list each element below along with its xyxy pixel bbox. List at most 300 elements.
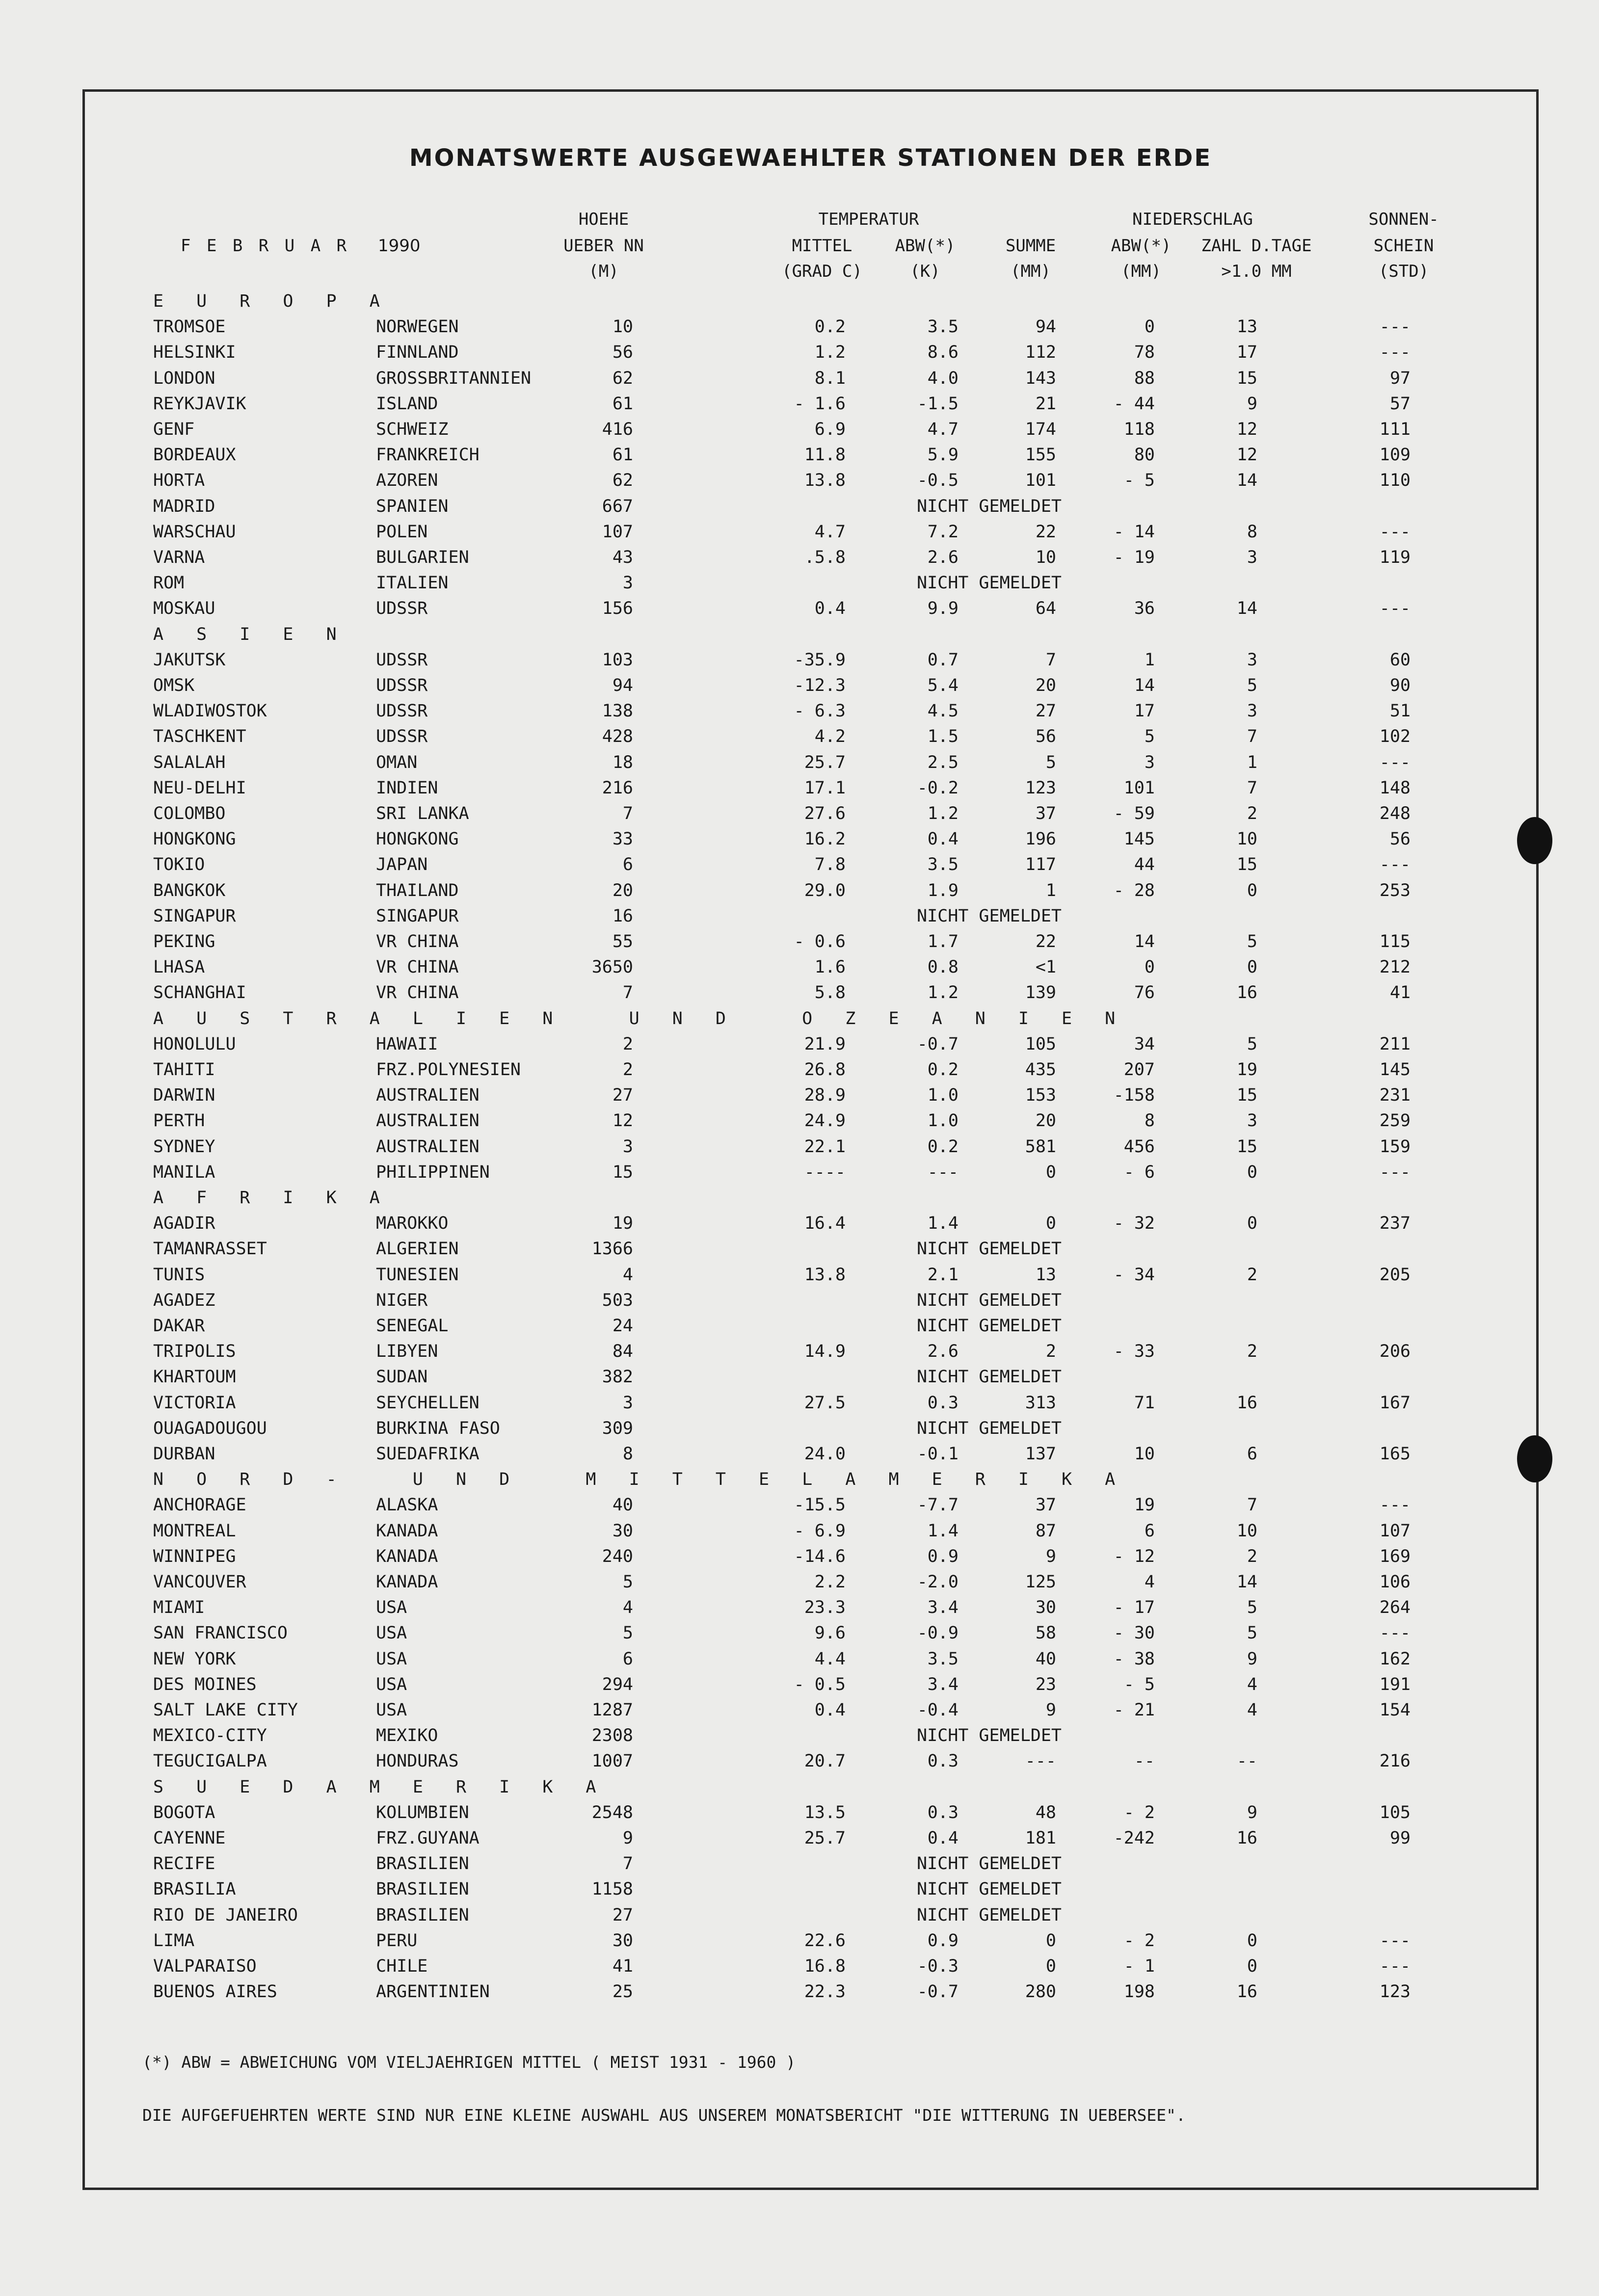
country: UDSSR <box>376 676 428 695</box>
sunshine-hours: --- <box>1379 599 1411 619</box>
precip-days: 14 <box>1236 1572 1257 1592</box>
header-mittel-1: MITTEL <box>792 236 853 256</box>
table-row <box>0 1599 1599 1625</box>
precip-deviation: 88 <box>1134 368 1155 388</box>
precip-sum: 153 <box>1025 1085 1056 1106</box>
altitude: 84 <box>612 1342 633 1362</box>
temp-deviation: 0.2 <box>927 1136 959 1157</box>
precip-days: 2 <box>1247 1546 1257 1566</box>
station-name: LIMA <box>153 1930 195 1951</box>
station-name: TUNIS <box>153 1265 205 1285</box>
precip-days: 10 <box>1236 829 1257 849</box>
altitude: 55 <box>612 932 633 951</box>
station-name: TROMSOE <box>153 317 226 337</box>
table-row <box>0 1343 1599 1369</box>
altitude: 667 <box>602 496 633 516</box>
temp-deviation: 0.2 <box>927 1060 959 1080</box>
temp-mean: 11.8 <box>804 445 846 465</box>
station-name: PERTH <box>153 1111 205 1131</box>
temp-mean: .5.8 <box>804 548 846 567</box>
country: AUSTRALIEN <box>376 1111 480 1131</box>
country: AUSTRALIEN <box>376 1136 480 1157</box>
country: UDSSR <box>376 701 428 721</box>
precip-sum: 13 <box>1035 1265 1056 1285</box>
altitude: 19 <box>612 1214 633 1234</box>
temp-deviation: 2.6 <box>927 548 959 567</box>
precip-deviation: - 2 <box>1123 1802 1155 1822</box>
table-row <box>0 1395 1599 1420</box>
altitude: 20 <box>612 880 633 900</box>
precip-days: 0 <box>1247 1930 1257 1951</box>
precip-sum: 9 <box>1045 1700 1056 1720</box>
header-sonne-3: (STD) <box>1378 262 1429 281</box>
altitude: 1287 <box>591 1700 633 1720</box>
table-row <box>0 370 1599 396</box>
precip-deviation: 0 <box>1144 317 1155 337</box>
table-row <box>0 1369 1599 1394</box>
country: FRANKREICH <box>376 445 480 465</box>
station-name: TEGUCIGALPA <box>153 1751 267 1771</box>
sunshine-hours: 110 <box>1379 471 1411 491</box>
sunshine-hours: 123 <box>1379 1982 1411 2002</box>
temp-mean: - 1.6 <box>794 394 846 414</box>
table-row <box>0 1855 1599 1881</box>
country: SEYCHELLEN <box>376 1393 480 1413</box>
precip-sum: 313 <box>1025 1393 1056 1413</box>
sunshine-hours: 191 <box>1379 1674 1411 1694</box>
precip-deviation: 78 <box>1134 343 1155 363</box>
altitude: 4 <box>622 1265 633 1285</box>
altitude: 15 <box>612 1162 633 1182</box>
station-name: BANGKOK <box>153 880 226 900</box>
station-name: SALALAH <box>153 752 226 772</box>
precip-deviation: 14 <box>1134 676 1155 695</box>
precip-days: 2 <box>1247 804 1257 823</box>
altitude: 40 <box>612 1495 633 1515</box>
country: ALASKA <box>376 1495 438 1515</box>
country: INDIEN <box>376 778 438 798</box>
table-row <box>0 728 1599 754</box>
altitude: 503 <box>602 1290 633 1310</box>
precip-days: 16 <box>1236 1828 1257 1848</box>
sunshine-hours: 57 <box>1389 394 1411 414</box>
table-row <box>0 754 1599 780</box>
country: HONDURAS <box>376 1751 459 1771</box>
altitude: 10 <box>612 317 633 337</box>
temp-mean: 27.5 <box>804 1393 846 1413</box>
sunshine-hours: --- <box>1379 1623 1411 1643</box>
temp-mean: 13.8 <box>804 471 846 491</box>
precip-sum: 21 <box>1035 394 1056 414</box>
station-name: MONTREAL <box>153 1521 236 1541</box>
table-row <box>0 1907 1599 1932</box>
station-name: MIAMI <box>153 1598 205 1618</box>
section-label: E U R O P A <box>153 291 391 311</box>
country: KANADA <box>376 1546 438 1566</box>
temp-mean: 5.8 <box>814 983 846 1003</box>
country: SUDAN <box>376 1367 428 1387</box>
sunshine-hours: 115 <box>1379 932 1411 951</box>
country: UDSSR <box>376 727 428 747</box>
table-row <box>0 805 1599 831</box>
altitude: 3650 <box>591 957 633 977</box>
precip-sum: 56 <box>1035 727 1056 747</box>
precip-sum: 87 <box>1035 1521 1056 1541</box>
station-name: RIO DE JANEIRO <box>153 1905 298 1925</box>
precip-deviation: 1 <box>1144 650 1155 670</box>
country: VR CHINA <box>376 957 459 977</box>
precip-deviation: 207 <box>1123 1060 1155 1080</box>
country: FRZ.POLYNESIEN <box>376 1060 521 1080</box>
precip-deviation: - 14 <box>1113 522 1155 542</box>
precip-days: 5 <box>1247 1623 1257 1643</box>
precip-deviation: - 38 <box>1113 1649 1155 1669</box>
station-name: TOKIO <box>153 855 205 875</box>
table-row <box>0 1138 1599 1164</box>
altitude: 30 <box>612 1521 633 1541</box>
precip-sum: 101 <box>1025 471 1056 491</box>
table-row <box>0 1061 1599 1087</box>
temp-deviation: 4.5 <box>927 701 959 721</box>
station-name: DURBAN <box>153 1444 215 1464</box>
altitude: 3 <box>622 1393 633 1413</box>
precip-sum: 2 <box>1045 1342 1056 1362</box>
temp-deviation: 0.3 <box>927 1393 959 1413</box>
header-hoehe-3: (M) <box>588 262 619 281</box>
temp-deviation: 3.4 <box>927 1598 959 1618</box>
altitude: 6 <box>622 855 633 875</box>
station-name: MANILA <box>153 1162 215 1182</box>
header-abw-n-2: (MM) <box>1121 262 1161 281</box>
altitude: 27 <box>612 1085 633 1106</box>
country: TUNESIEN <box>376 1265 459 1285</box>
precip-days: 14 <box>1236 471 1257 491</box>
not-reported: NICHT GEMELDET <box>917 573 1062 593</box>
sunshine-hours: --- <box>1379 855 1411 875</box>
temp-deviation: 2.5 <box>927 752 959 772</box>
country: KANADA <box>376 1572 438 1592</box>
precip-days: 8 <box>1247 522 1257 542</box>
station-name: MOSKAU <box>153 599 215 619</box>
station-name: SCHANGHAI <box>153 983 246 1003</box>
temp-deviation: 7.2 <box>927 522 959 542</box>
table-row <box>0 1087 1599 1112</box>
precip-sum: 23 <box>1035 1674 1056 1694</box>
altitude: 25 <box>612 1982 633 2002</box>
header-niederschlag: NIEDERSCHLAG <box>1132 210 1253 229</box>
country: HAWAII <box>376 1034 438 1054</box>
precip-deviation: - 34 <box>1113 1265 1155 1285</box>
sunshine-hours: 119 <box>1379 548 1411 567</box>
country: THAILAND <box>376 880 459 900</box>
precip-sum: 94 <box>1035 317 1056 337</box>
precip-days: 5 <box>1247 676 1257 695</box>
temp-mean: 2.2 <box>814 1572 846 1592</box>
precip-sum: 20 <box>1035 676 1056 695</box>
table-row <box>0 1318 1599 1343</box>
precip-sum: 137 <box>1025 1444 1056 1464</box>
precip-days: 4 <box>1247 1674 1257 1694</box>
table-row <box>0 1574 1599 1599</box>
station-name: VICTORIA <box>153 1393 236 1413</box>
country: POLEN <box>376 522 428 542</box>
table-row <box>0 447 1599 472</box>
station-name: NEU-DELHI <box>153 778 246 798</box>
sunshine-hours: 90 <box>1389 676 1411 695</box>
precip-days: 3 <box>1247 701 1257 721</box>
temp-mean: 1.2 <box>814 343 846 363</box>
station-name: SYDNEY <box>153 1136 215 1157</box>
country: SRI LANKA <box>376 804 469 823</box>
table-row <box>0 472 1599 498</box>
precip-days: 3 <box>1247 548 1257 567</box>
country: USA <box>376 1674 407 1694</box>
temp-deviation: -0.1 <box>917 1444 959 1464</box>
table-row <box>0 1753 1599 1778</box>
country: BRASILIEN <box>376 1854 469 1874</box>
table-row <box>0 498 1599 524</box>
precip-deviation: 10 <box>1134 1444 1155 1464</box>
temp-deviation: 3.5 <box>927 855 959 875</box>
precip-deviation: 80 <box>1134 445 1155 465</box>
country: VR CHINA <box>376 932 459 951</box>
station-name: KHARTOUM <box>153 1367 236 1387</box>
precip-sum: 143 <box>1025 368 1056 388</box>
precip-deviation: 6 <box>1144 1521 1155 1541</box>
precip-days: 15 <box>1236 1085 1257 1106</box>
sunshine-hours: 237 <box>1379 1214 1411 1234</box>
table-row <box>0 549 1599 575</box>
country: MAROKKO <box>376 1214 449 1234</box>
temp-mean: -14.6 <box>794 1546 846 1566</box>
precip-days: 0 <box>1247 1162 1257 1182</box>
country: USA <box>376 1598 407 1618</box>
country: FINNLAND <box>376 343 459 363</box>
precip-days: 7 <box>1247 727 1257 747</box>
table-row <box>0 1958 1599 1983</box>
temp-deviation: 2.6 <box>927 1342 959 1362</box>
precip-days: -- <box>1236 1751 1257 1771</box>
altitude: 240 <box>602 1546 633 1566</box>
station-name: SALT LAKE CITY <box>153 1700 298 1720</box>
table-row <box>0 831 1599 856</box>
precip-sum: 58 <box>1035 1623 1056 1643</box>
sunshine-hours: 211 <box>1379 1034 1411 1054</box>
header-abw-t-2: (K) <box>910 262 940 281</box>
station-name: GENF <box>153 420 195 439</box>
precip-sum: 181 <box>1025 1828 1056 1848</box>
precip-days: 7 <box>1247 1495 1257 1515</box>
temp-deviation: 0.9 <box>927 1546 959 1566</box>
sunshine-hours: 102 <box>1379 727 1411 747</box>
country: MEXIKO <box>376 1726 438 1746</box>
table-row <box>0 1240 1599 1266</box>
not-reported: NICHT GEMELDET <box>917 1367 1062 1387</box>
header-year: 1990 <box>378 236 421 256</box>
sunshine-hours: 56 <box>1389 829 1411 849</box>
altitude: 62 <box>612 368 633 388</box>
altitude: 103 <box>602 650 633 670</box>
altitude: 7 <box>622 804 633 823</box>
station-name: BUENOS AIRES <box>153 1982 277 2002</box>
temp-mean: - 0.6 <box>794 932 846 951</box>
country: OMAN <box>376 752 418 772</box>
temp-deviation: 3.5 <box>927 1649 959 1669</box>
table-row <box>0 421 1599 447</box>
section-label: S U E D A M E R I K A <box>153 1777 608 1797</box>
temp-deviation: -0.7 <box>917 1034 959 1054</box>
precip-sum: 9 <box>1045 1546 1056 1566</box>
precip-deviation: - 17 <box>1113 1598 1155 1618</box>
section-heading <box>0 1010 1599 1036</box>
table-row <box>0 1676 1599 1702</box>
altitude: 6 <box>622 1649 633 1669</box>
altitude: 12 <box>612 1111 633 1131</box>
country: USA <box>376 1649 407 1669</box>
country: SUEDAFRIKA <box>376 1444 480 1464</box>
altitude: 27 <box>612 1905 633 1925</box>
altitude: 428 <box>602 727 633 747</box>
precip-deviation: 44 <box>1134 855 1155 875</box>
temp-mean: 6.9 <box>814 420 846 439</box>
table-row <box>0 344 1599 369</box>
altitude: 43 <box>612 548 633 567</box>
precip-days: 5 <box>1247 1034 1257 1054</box>
precip-deviation: 118 <box>1123 420 1155 439</box>
temp-deviation: 0.4 <box>927 1828 959 1848</box>
station-name: LONDON <box>153 368 215 388</box>
precip-deviation: 3 <box>1144 752 1155 772</box>
not-reported: NICHT GEMELDET <box>917 1418 1062 1438</box>
altitude: 56 <box>612 343 633 363</box>
precip-sum: 22 <box>1035 932 1056 951</box>
station-name: WINNIPEG <box>153 1546 236 1566</box>
precip-deviation: 34 <box>1134 1034 1155 1054</box>
precip-days: 5 <box>1247 932 1257 951</box>
station-name: VALPARAISO <box>153 1956 257 1976</box>
altitude: 138 <box>602 701 633 721</box>
precip-sum: 581 <box>1025 1136 1056 1157</box>
sunshine-hours: 105 <box>1379 1802 1411 1822</box>
precip-deviation: - 28 <box>1113 880 1155 900</box>
temp-deviation: 4.0 <box>927 368 959 388</box>
precip-deviation: 17 <box>1134 701 1155 721</box>
altitude: 107 <box>602 522 633 542</box>
precip-deviation: 4 <box>1144 1572 1155 1592</box>
precip-deviation: 71 <box>1134 1393 1155 1413</box>
altitude: 416 <box>602 420 633 439</box>
precip-sum: 40 <box>1035 1649 1056 1669</box>
station-name: BOGOTA <box>153 1802 215 1822</box>
precip-days: 5 <box>1247 1598 1257 1618</box>
table-row <box>0 1548 1599 1574</box>
not-reported: NICHT GEMELDET <box>917 1905 1062 1925</box>
country: ARGENTINIEN <box>376 1982 490 2002</box>
country: JAPAN <box>376 855 428 875</box>
country: VR CHINA <box>376 983 459 1003</box>
altitude: 8 <box>622 1444 633 1464</box>
table-row <box>0 1651 1599 1676</box>
temp-mean: -35.9 <box>794 650 846 670</box>
table-row <box>0 1446 1599 1471</box>
temp-mean: 1.6 <box>814 957 846 977</box>
section-heading <box>0 293 1599 318</box>
temp-deviation: 4.7 <box>927 420 959 439</box>
precip-sum: 30 <box>1035 1598 1056 1618</box>
temp-deviation: -0.9 <box>917 1623 959 1643</box>
altitude: 7 <box>622 1854 633 1874</box>
country: USA <box>376 1700 407 1720</box>
header-summe-1: SUMME <box>1005 236 1056 256</box>
precip-deviation: -- <box>1134 1751 1155 1771</box>
not-reported: NICHT GEMELDET <box>917 1879 1062 1900</box>
country: KANADA <box>376 1521 438 1541</box>
temp-deviation: 0.4 <box>927 829 959 849</box>
temp-deviation: 2.1 <box>927 1265 959 1285</box>
country: BURKINA FASO <box>376 1418 500 1438</box>
precip-days: 17 <box>1236 343 1257 363</box>
station-name: TRIPOLIS <box>153 1342 236 1362</box>
country: UDSSR <box>376 650 428 670</box>
precip-sum: 139 <box>1025 983 1056 1003</box>
temp-mean: 13.8 <box>804 1265 846 1285</box>
header-sonne-1: SONNEN- <box>1368 210 1439 229</box>
temp-mean: 0.4 <box>814 1700 846 1720</box>
precip-sum: 0 <box>1045 1930 1056 1951</box>
precip-deviation: - 6 <box>1123 1162 1155 1182</box>
temp-mean: 24.9 <box>804 1111 846 1131</box>
sunshine-hours: 107 <box>1379 1521 1411 1541</box>
precip-sum: 435 <box>1025 1060 1056 1080</box>
sunshine-hours: --- <box>1379 343 1411 363</box>
country: SENEGAL <box>376 1316 449 1336</box>
table-row <box>0 908 1599 933</box>
temp-deviation: 0.3 <box>927 1751 959 1771</box>
temp-mean: ---- <box>804 1162 846 1182</box>
country: BULGARIEN <box>376 548 469 567</box>
station-name: COLOMBO <box>153 804 226 823</box>
country: AUSTRALIEN <box>376 1085 480 1106</box>
table-row <box>0 1702 1599 1727</box>
temp-mean: 29.0 <box>804 880 846 900</box>
temp-mean: 4.4 <box>814 1649 846 1669</box>
sunshine-hours: --- <box>1379 752 1411 772</box>
sunshine-hours: 154 <box>1379 1700 1411 1720</box>
table-row <box>0 1983 1599 2009</box>
altitude: 2 <box>622 1034 633 1054</box>
sunshine-hours: --- <box>1379 1956 1411 1976</box>
station-name: WARSCHAU <box>153 522 236 542</box>
temp-mean: 4.2 <box>814 727 846 747</box>
precip-sum: 280 <box>1025 1982 1056 2002</box>
country: ALGERIEN <box>376 1239 459 1259</box>
precip-sum: --- <box>1025 1751 1056 1771</box>
sunshine-hours: --- <box>1379 1495 1411 1515</box>
precip-deviation: 36 <box>1134 599 1155 619</box>
not-reported: NICHT GEMELDET <box>917 496 1062 516</box>
temp-deviation: 1.4 <box>927 1214 959 1234</box>
altitude: 61 <box>612 394 633 414</box>
table-row <box>0 1497 1599 1522</box>
precip-days: 0 <box>1247 1214 1257 1234</box>
precip-sum: 37 <box>1035 804 1056 823</box>
table-row <box>0 882 1599 908</box>
precip-days: 7 <box>1247 778 1257 798</box>
precip-days: 1 <box>1247 752 1257 772</box>
temp-deviation: 1.2 <box>927 804 959 823</box>
temp-mean: 22.1 <box>804 1136 846 1157</box>
sunshine-hours: 167 <box>1379 1393 1411 1413</box>
